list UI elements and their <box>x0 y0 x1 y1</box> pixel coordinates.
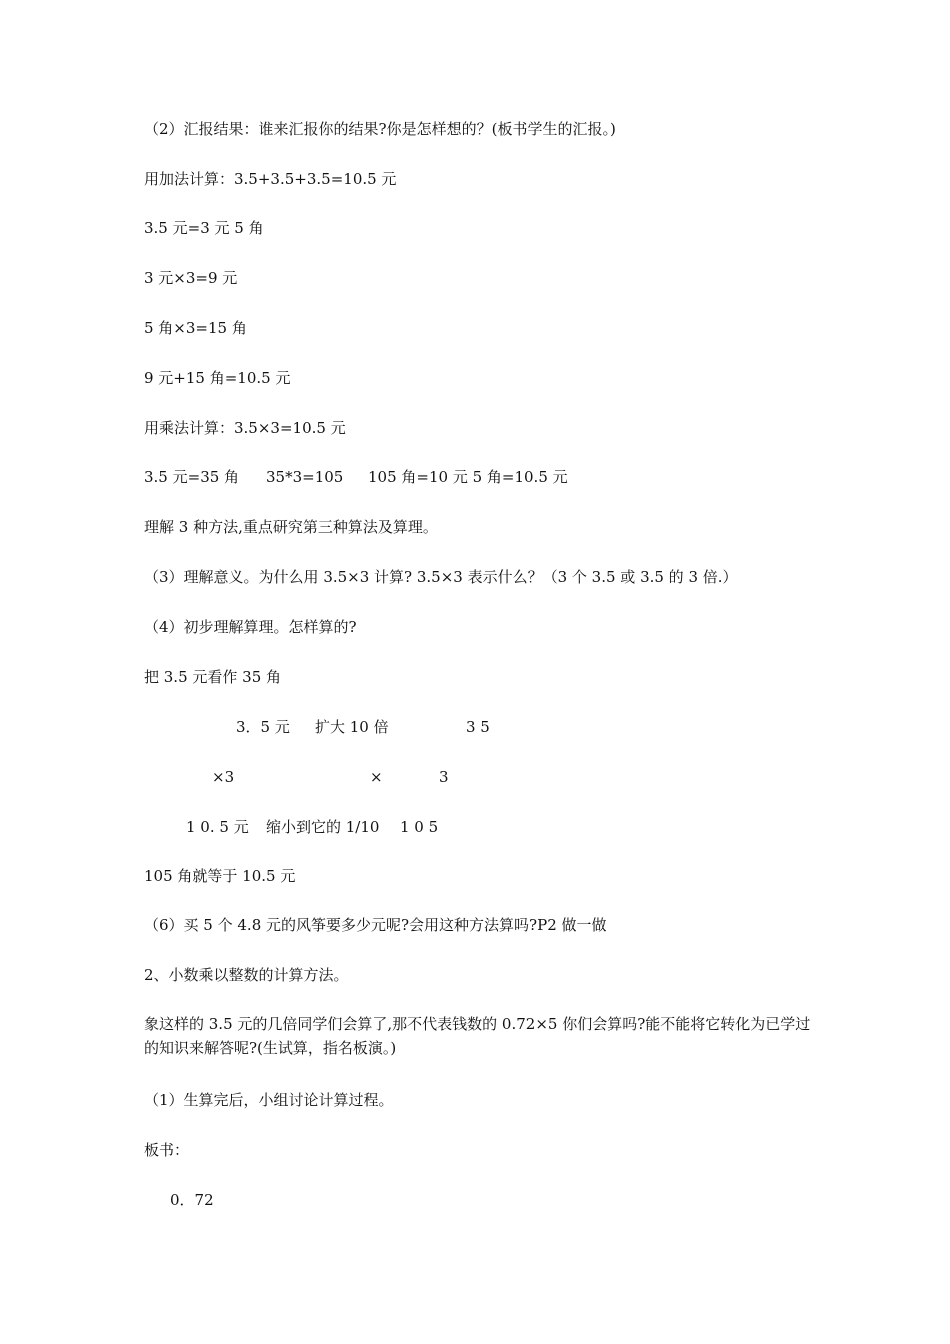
vertical-calc-expand-note: 扩大 10 倍 <box>315 718 389 736</box>
vertical-calc-integer-product: 1 0 5 <box>400 818 439 836</box>
sum-line: 9 元+15 角=10.5 元 <box>144 369 291 387</box>
understand-meaning-line: （3）理解意义。为什么用 3.5×3 计算? 3.5×3 表示什么？（3 个 3.5 或 3.5 的 3 倍.） <box>144 568 738 586</box>
vertical-calc-multiplicand: 3．5 元 <box>236 718 290 736</box>
multiplication-method-line: 用乘法计算：3.5×3=10.5 元 <box>144 419 346 437</box>
equals-line: 105 角就等于 10.5 元 <box>144 867 296 885</box>
report-results-line: （2）汇报结果：谁来汇报你的结果?你是怎样想的？(板书学生的汇报。) <box>144 120 616 138</box>
treat-as-jiao-line: 把 3.5 元看作 35 角 <box>144 668 282 686</box>
yuan-to-jiao-line: 3.5 元=3 元 5 角 <box>144 219 264 237</box>
conversion-step-1: 3.5 元=35 角 <box>144 468 240 486</box>
yuan-times-three-line: 3 元×3=9 元 <box>144 269 238 287</box>
vertical-calc-integer-multiplier: 3 <box>439 768 449 786</box>
understand-methods-line: 理解 3 种方法,重点研究第三种算法及算理。 <box>144 518 438 536</box>
conversion-step-3: 105 角=10 元 5 角=10.5 元 <box>368 468 568 486</box>
board-writing-label: 板书： <box>144 1141 190 1159</box>
conversion-step-2: 35*3=105 <box>266 468 344 486</box>
section-heading-decimal-multiplication: 2、小数乘以整数的计算方法。 <box>144 966 349 984</box>
understand-principle-line: （4）初步理解算理。怎样算的? <box>144 618 357 636</box>
jiao-times-three-line: 5 角×3=15 角 <box>144 319 247 337</box>
vertical-calc-integer-multiplicand: 3 5 <box>466 718 490 736</box>
vertical-calc-multiplier: ×3 <box>212 768 235 786</box>
group-discussion-line: （1）生算完后，小组讨论计算过程。 <box>144 1091 394 1109</box>
vertical-calc-shrink-note: 缩小到它的 1/10 <box>266 818 380 836</box>
kite-question-line: （6）买 5 个 4.8 元的风筝要多少元呢?会用这种方法算吗?P2 做一做 <box>144 916 607 934</box>
board-writing-value: 0．72 <box>170 1191 214 1209</box>
vertical-calc-product: 1 0. 5 元 <box>186 818 249 836</box>
vertical-calc-times-sign: × <box>370 768 383 786</box>
transfer-paragraph: 象这样的 3.5 元的几倍同学们会算了,那不代表钱数的 0.72×5 你们会算吗?能不能将它转化为已学过的知识来解答呢?(生试算，指名板演。) <box>144 1015 811 1057</box>
addition-method-line: 用加法计算：3.5+3.5+3.5=10.5 元 <box>144 170 397 188</box>
